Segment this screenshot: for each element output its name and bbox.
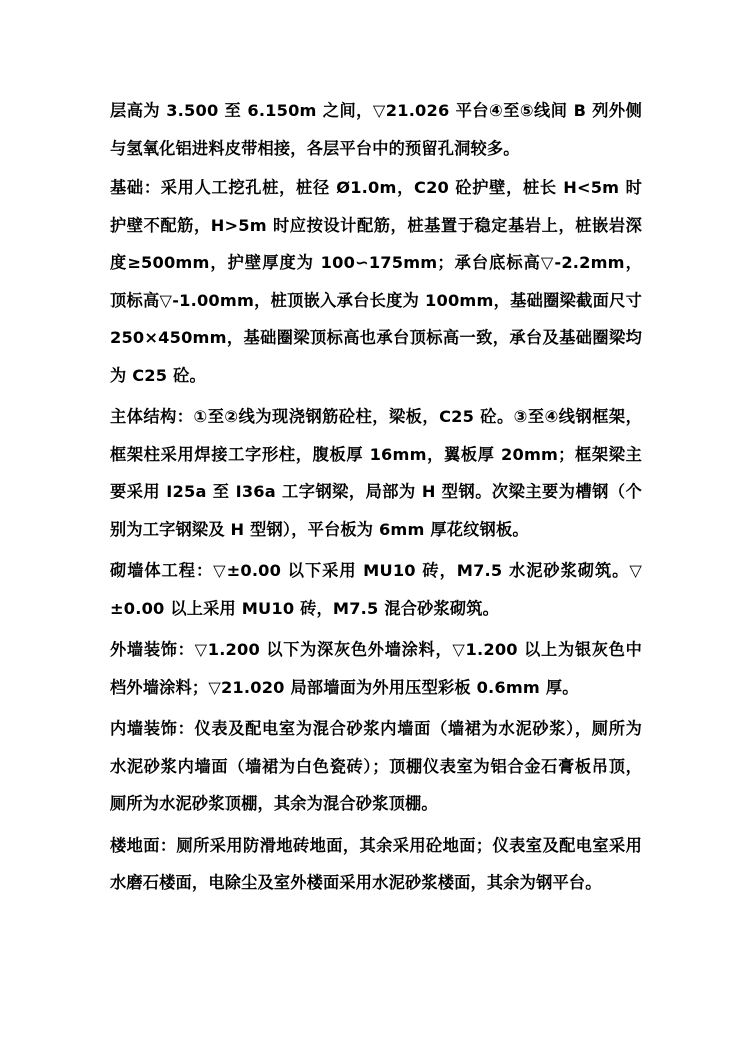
paragraph-floor-height: 层高为 3.500 至 6.150m 之间，▽21.026 平台④至⑤线间 B 列外侧与氢氧化铝进料皮带相接，各层平台中的预留孔洞较多。 <box>110 101 642 158</box>
paragraph-main-structure: 主体结构：①至②线为现浇钢筋砼柱，梁板，C25 砼。③至④线钢框架，框架柱采用焊接工字形柱，腹板厚 16mm，翼板厚 20mm；框架梁主要采用 I25a 至 I36a 工字钢梁，局部为 H 型钢。次梁主要为槽钢（个别为工字钢梁及 H 型钢），平台板为 6mm 厚花纹钢板。 <box>110 407 642 539</box>
paragraph-foundation: 基础：采用人工挖孔桩，桩径 Ø1.0m，C20 砼护壁，桩长 H<5m 时护壁不配筋，H>5m 时应按设计配筋，桩基置于稳定基岩上，桩嵌岩深度≥500mm，护壁厚度为 100∽175mm；承台底标高▽-2.2mm，顶标高▽-1.00mm，桩顶嵌入承台长度为 100mm，基础圈梁截面尺寸 250×450mm，基础圈梁顶标高也承台顶标高一致，承台及基础圈梁均为 C25 砼。 <box>110 178 642 385</box>
paragraph-masonry: 砌墙体工程：▽±0.00 以下采用 MU10 砖，M7.5 水泥砂浆砌筑。▽±0.00 以上采用 MU10 砖，M7.5 混合砂浆砌筑。 <box>110 561 642 618</box>
paragraph-floor-finish: 楼地面：厕所采用防滑地砖地面，其余采用砼地面；仪表室及配电室采用水磨石楼面，电除尘及室外楼面采用水泥砂浆楼面，其余为钢平台。 <box>110 835 642 892</box>
paragraph-interior-finish: 内墙装饰：仪表及配电室为混合砂浆内墙面（墙裙为水泥砂浆），厕所为水泥砂浆内墙面（墙裙为白色瓷砖）；顶棚仪表室为铝合金石膏板吊顶，厕所为水泥砂浆顶棚，其余为混合砂浆顶棚。 <box>110 719 642 813</box>
paragraph-exterior-finish: 外墙装饰：▽1.200 以下为深灰色外墙涂料，▽1.200 以上为银灰色中档外墙涂料；▽21.020 局部墙面为外用压型彩板 0.6mm 厚。 <box>110 640 642 697</box>
document-body <box>110 92 642 906</box>
